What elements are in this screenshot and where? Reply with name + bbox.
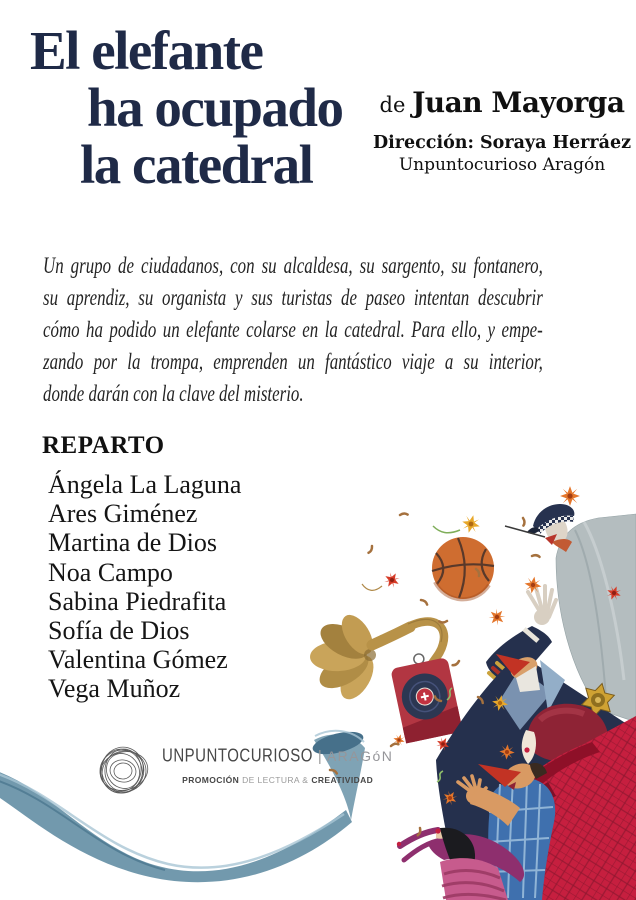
- cast-list: [48, 470, 241, 704]
- cast-member: Sabina Piedrafita: [48, 586, 227, 616]
- scribble-circle-icon: [94, 740, 152, 802]
- by-prefix: de: [379, 93, 406, 117]
- cast-member: Ares Giménez: [48, 499, 198, 529]
- logo-region: ARAGóN: [326, 748, 394, 764]
- title-line-2: ha ocupado: [87, 77, 343, 138]
- synopsis-line: su aprendiz, su organista y sus turistas de paseo intentan descubrir: [43, 285, 543, 310]
- logo-separator: |: [317, 748, 322, 765]
- cast-member: Ángela La Laguna: [48, 470, 242, 499]
- cast-member: Valentina Gómez: [48, 645, 228, 675]
- author-line: [372, 86, 632, 119]
- cast-heading: REPARTO: [42, 432, 165, 459]
- logo-brand: UNPUNTOCURIOSO: [162, 745, 313, 767]
- cast-member: Sofía de Dios: [48, 616, 190, 646]
- poster-title: [30, 22, 343, 193]
- logo-tagline: [162, 775, 393, 785]
- author-name: Juan Mayorga: [412, 86, 625, 119]
- cast-member: Martina de Dios: [48, 528, 217, 558]
- company-line: Unpuntocurioso Aragón: [398, 155, 606, 175]
- direction-line: Dirección: Soraya Herráez: [372, 133, 632, 153]
- logo-text: [162, 740, 393, 802]
- cast-member: Noa Campo: [48, 557, 173, 587]
- tagline-creatividad: CREATIVIDAD: [311, 775, 374, 785]
- cast-member: Vega Muñoz: [48, 674, 181, 704]
- title-line-1: El elefante: [30, 20, 263, 81]
- title-line-3: la catedral: [80, 134, 313, 195]
- unpuntocurioso-logo: [94, 740, 393, 802]
- synopsis-paragraph: [43, 250, 543, 410]
- tagline-promocion: PROMOCIÓN: [182, 775, 240, 785]
- synopsis-line: zando por la trompa, emprenden un fantástico viaje a su interior,: [43, 349, 543, 374]
- basketball-icon: [432, 537, 494, 599]
- credits-block: [372, 86, 632, 175]
- synopsis-line: donde darán con la clave del misterio.: [43, 381, 304, 406]
- record-player-icon: [388, 648, 462, 743]
- tagline-de-lectura: DE LECTURA &: [242, 775, 309, 785]
- synopsis-line: cómo ha podido un elefante colarse en la catedral. Para ello, y empe-: [43, 317, 543, 342]
- logo-brand-line: [162, 745, 394, 767]
- synopsis-line: Un grupo de ciudadanos, con su alcaldesa, su sargento, su fontanero,: [43, 253, 543, 278]
